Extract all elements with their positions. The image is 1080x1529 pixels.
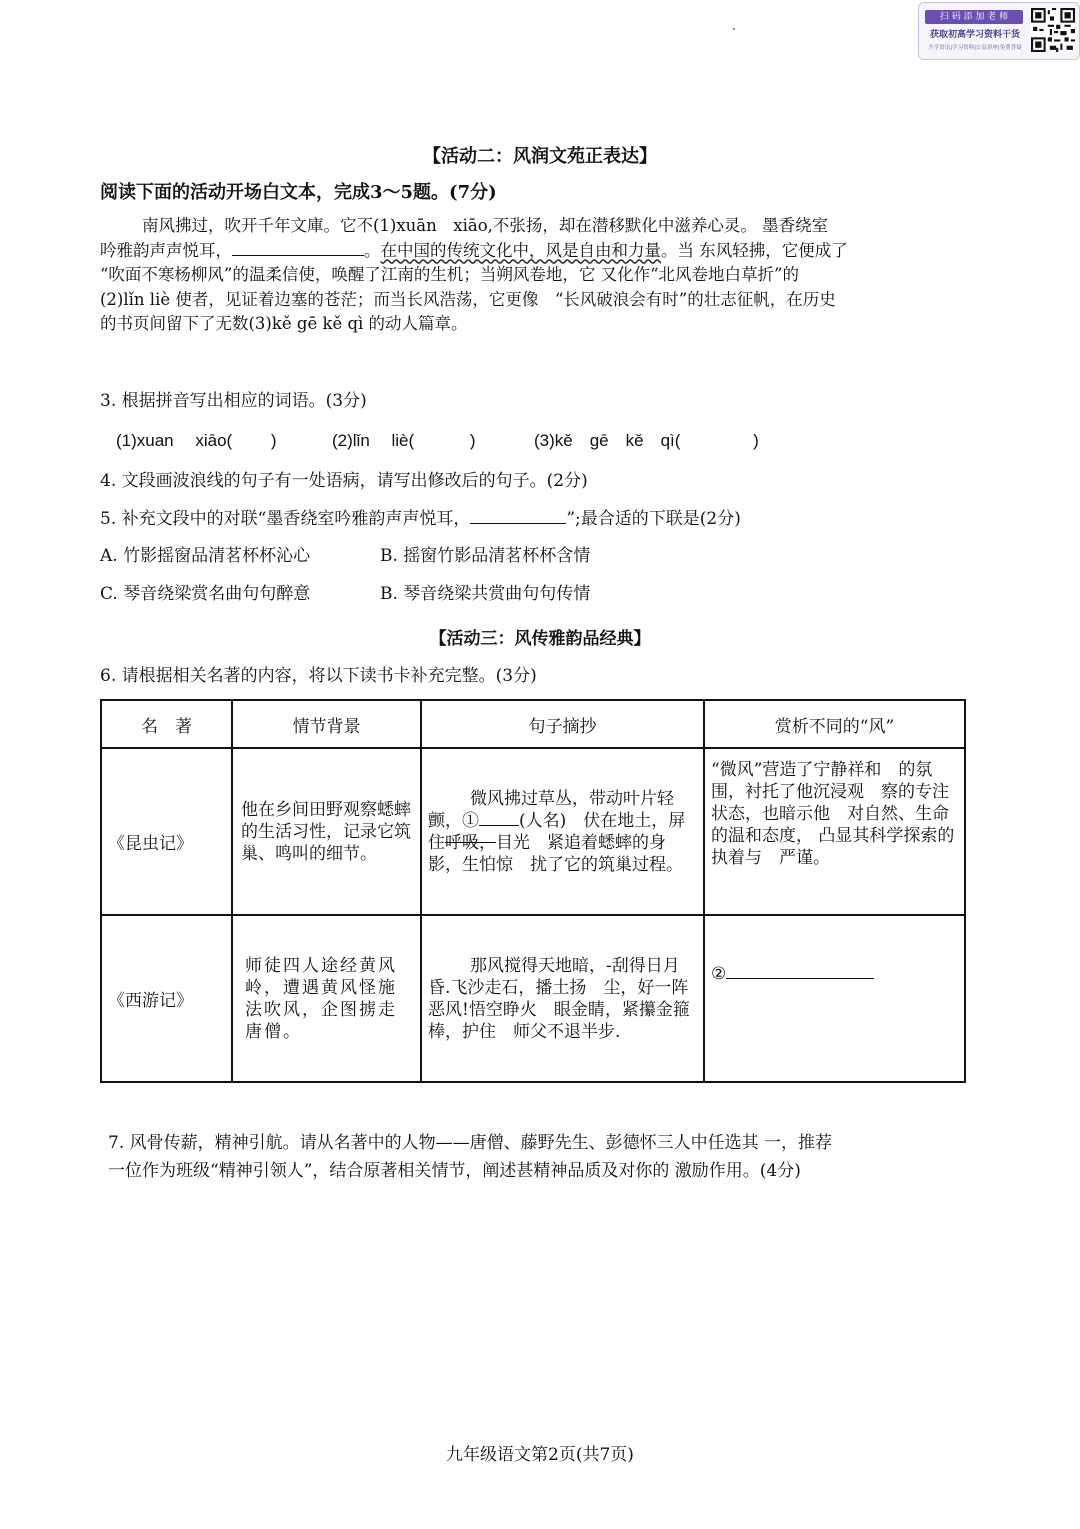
q5-option-a[interactable]: A. 竹影摇窗品清茗杯杯沁心 — [100, 546, 311, 566]
question-3: 3. 根据拼音写出相应的词语。(3分) — [100, 391, 367, 411]
header-quote: 句子摘抄 — [421, 700, 704, 748]
q3-pinyin-1[interactable]: (1)xuan xiāo( ) — [116, 431, 277, 450]
promo-subtitle: 获取初高学习资料干货 — [929, 30, 1020, 40]
passage — [100, 214, 848, 337]
answer-label: ② — [711, 964, 727, 984]
passage-line: “吹面不寒杨柳风”的温柔信使，唤醒了江南的生机；当朔风卷地，它 又化作“北风卷地白草折”的 — [100, 265, 799, 284]
table-row — [101, 915, 965, 1082]
quote-text: 目光 紧追着蟋蟀的身影，生怕惊 扰了它的筑巢过程。 — [428, 832, 683, 875]
quote-cell — [421, 748, 704, 915]
q3-pinyin-2[interactable]: (2)lǐn liè( ) — [332, 431, 476, 450]
promo-badge[interactable] — [918, 2, 1080, 60]
page-footer: 九年级语文第2页(共7页) — [446, 1445, 634, 1465]
passage-line: (2)lǐn liè 使者，见证着边塞的苍茫；而当长风浩荡，它更像 “长风破浪会有时”的壮志征帆，在历史 — [100, 289, 836, 309]
couplet-blank[interactable] — [232, 255, 364, 256]
question-7-line1: 7. 风骨传薪，精神引航。请从名著中的人物——唐僧、藤野先生、彭德怀三人中任选其 一，推荐 — [108, 1133, 833, 1153]
activity2-instruction: 阅读下面的活动开场白文本，完成3～5题。(7分) — [100, 182, 497, 203]
header-background: 情节背景 — [232, 700, 421, 748]
activity3-heading: 【活动三：风传雅韵品经典】 — [429, 629, 651, 649]
strikethrough-text: 呼吸， — [445, 832, 496, 853]
plot-background: 他在乡间田野观察蟋蟀的生活习性，记录它筑巢、鸣叫的细节。 — [232, 748, 421, 915]
reading-card-table — [100, 699, 966, 1083]
passage-text: 吟雅韵声声悦耳， — [100, 240, 232, 260]
passage-line: 南风拂过，吹开千年文庫。它不(1)xuān xiāo,不张扬，却在潜移默化中滋养心灵。 墨香绕室 — [142, 216, 829, 235]
quote-text: (人名) 伏在地土，屏住 — [428, 810, 686, 853]
q5-option-b[interactable]: B. 摇窗竹影品清茗杯杯含情 — [380, 546, 591, 566]
passage-text: 。当 东风轻拂，它便成了 — [661, 240, 848, 260]
table-header-row — [101, 700, 965, 748]
question-7-line2: 一位作为班级“精神引领人”，结合原著相关情节，阐述甚精神品质及对你的 激励作用。(4分) — [108, 1161, 801, 1181]
header-analysis: 赏析不同的“风” — [704, 700, 965, 748]
q5-text: ”;最合适的下联是(2分) — [566, 509, 741, 529]
promo-title: 扫 码 添 加 老 师 — [925, 10, 1023, 24]
question-4: 4. 文段画波浪线的句子有一处语病，请写出修改后的句子。(2分) — [100, 471, 588, 491]
book-title: 《西游记》 — [101, 915, 232, 1082]
q5-option-d[interactable]: B. 琴音绕梁共赏曲句句传情 — [380, 584, 591, 604]
question-5 — [100, 504, 741, 529]
scan-dot — [733, 28, 735, 30]
q3-pinyin-3[interactable]: (3)kě gē kě qì( ) — [534, 431, 759, 450]
promo-tags: 升学资讯|学习资料|公益讲座|免费答疑 — [928, 45, 1022, 51]
table-row — [101, 748, 965, 915]
qr-code-icon[interactable] — [1031, 7, 1075, 53]
header-book: 名 著 — [101, 700, 232, 748]
passage-line — [100, 239, 848, 264]
q5-text: 5. 补充文段中的对联“墨香绕室吟雅韵声声悦耳， — [100, 509, 471, 529]
book-title: 《昆虫记》 — [101, 748, 232, 915]
analysis-cell: “微风”营造了宁静祥和 的氛围，衬托了他沉浸观 察的专注状态，也暗示他 对自然、生命的温和态度， 凸显其科学探索的执着与 严谨。 — [704, 748, 965, 915]
q5-blank[interactable] — [470, 523, 566, 524]
passage-line: 的书页间留下了无数(3)kě gē kě qì 的动人篇章。 — [100, 314, 468, 333]
quote-text: 微风拂过草丛，带动叶片轻颤，① — [428, 788, 674, 831]
wavy-sentence: 在中国的传统文化中，风是自由和力量 — [380, 240, 661, 260]
activity2-heading: 【活动二：风润文苑正表达】 — [423, 146, 657, 167]
question-6: 6. 请根据相关名著的内容，将以下读书卡补充完整。(3分) — [100, 666, 537, 686]
plot-background: 师徒四人途经黄风岭，遭遇黄风怪施法吹风，企图掳走唐僧。 — [232, 915, 421, 1082]
name-blank[interactable] — [479, 825, 519, 826]
quote-cell: 那风搅得天地暗，-刮得日月昏.飞沙走石，播土扬 尘，好一阵恶风!悟空睁火 眼金睛，紧攥金箍棒，护住 师父不退半步. — [421, 915, 704, 1082]
analysis-cell — [704, 915, 965, 1082]
q5-option-c[interactable]: C. 琴音绕梁赏名曲句句醉意 — [100, 584, 311, 604]
analysis-blank[interactable] — [726, 978, 874, 979]
passage-text: 。 — [364, 240, 381, 260]
